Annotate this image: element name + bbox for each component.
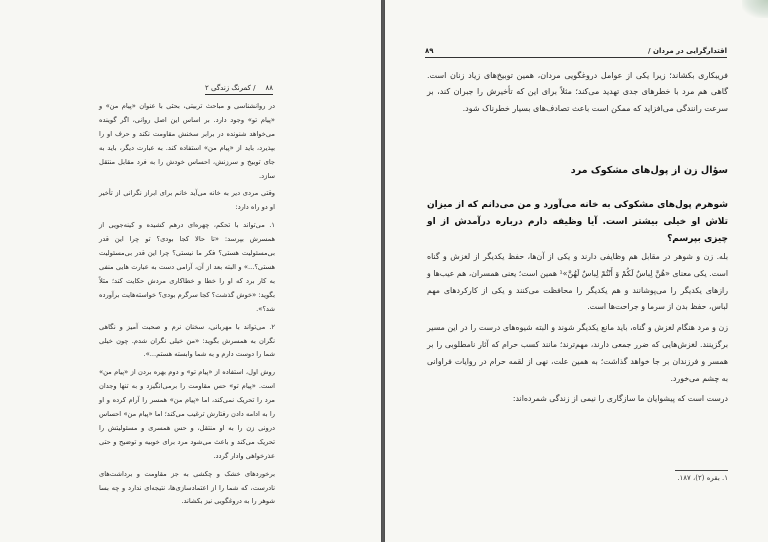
answer-body (427, 249, 728, 412)
footnote: ۱. بقره (۲)، ۱۸۷. (677, 474, 728, 482)
paragraph: وقتی مردی دیر به خانه می‌آید خانم برای ابراز نگرانی از تأخیر او دو راه دارد: (99, 189, 275, 212)
page-curl-decoration (742, 0, 768, 18)
paragraph: برخوردهای خشک و چکشی به جز مقاومت و برداشت‌های نادرست، که شما را از اعتمادسازی‌ها، نتیجه‌ای ندارد و چه بسا شوهر را به دروغگویی نیز بکشاند. (99, 469, 275, 506)
right-top-paragraph: فریبکاری بکشاند؛ زیرا یکی از عوامل دروغگویی مردان، همین توبیخ‌های زیاد زنان است. گاهی هم مرد با خطرهای جدی تهدید می‌کند؛ مثلاً برای این که تأخیرش را جبران کند، بر سرعت رانندگی می‌افزاید که ممکن است باعث تصادف‌های بسیار خطرناک شود. (427, 71, 728, 113)
paragraph: در روانشناسی و مباحث تربیتی، بحثی با عنوان «پیام من» و «پیام تو» وجود دارد. بر اساس این اصل روانی، اگر گوینده می‌خواهد شنونده در برابر سخنش مقاومت نکند و حرف او را بپذیرد، باید از «پیام من» استفاده کند. به عبارت دیگر، باید به جای توبیخ و سرزنش، احساس خودش را به فرد مقابل منتقل سازد. (99, 102, 275, 180)
left-page-header (205, 84, 273, 95)
right-page-number: ۸۹ (425, 47, 434, 55)
paragraph: ۱. می‌تواند با تحکم، چهره‌ای درهم کشیده و کینه‌جویی از همسرش بپرسد: «تا حالا کجا بودی؟ تو چرا این قدر بی‌مسئولیت هستی؟ فکر ما نیستی؟ چرا این قدر بی‌مسئولیت هستی؟...» و البته بعد از آن، آرامی دست به عبارت هایی منفی به کار برد که او را خطا و خطاکاری مردش حکایت کند؛ مثلاً بگوید: «خوش گذشت؟ کجا سرگرم بودی؟ خواسته‌هایت برآورده شد؟». (99, 221, 275, 313)
section-heading: سؤال زن از پول‌های مشکوک مرد (570, 165, 728, 176)
paragraph: روش اول، استفاده از «پیام تو» و دوم بهره بردن از «پیام من» است. «پیام تو» حس مقاومت را برمی‌انگیزد و به تنها وجدان مرد را تحریک نمی‌کند، اما «پیام من» همسر را آرام کرده و او را به ادامه دادن رفتارش ترغیب می‌کند؛ اما «پیام من» احساس درونی زن را به او منتقل، و حس همسری و مسئولیتش را تحریک می‌کند و باعث می‌شود مرد برای خوبیه و توضیح و حتی عذرخواهی وادار گردد. (99, 368, 275, 460)
footnote-divider (675, 470, 728, 471)
right-page-header (425, 47, 727, 58)
paragraph: ۲. می‌تواند با مهربانی، سخنان نرم و صحبت آمیز و نگاهی نگران به همسرش بگوید: «من خیلی نگران شدم. چون خیلی شما را دوست دارم و به شما وابسته هستم...». (99, 322, 275, 359)
right-page-running-title: اقتدارگرایی در مردان / (648, 47, 727, 55)
question-text: شوهرم پول‌های مشکوکی به خانه می‌آورد و من می‌دانم که از میزان تلاش او خیلی بیشتر است. آیا وظیفه دارم درباره درآمدش از او چیزی بپرسم؟ (427, 200, 728, 244)
left-page-number: ۸۸ (265, 84, 273, 92)
left-page-running-title: / کمرنگ زندگی ۲ (205, 84, 256, 92)
left-page-body (99, 100, 275, 513)
paragraph: بله. زن و شوهر در مقابل هم وظایفی دارند و یکی از آن‌ها، حفظ یکدیگر از لغزش و گناه است. یکی معنای «هُنَّ لِباسٌ لَكُمْ وَ أَنْتُمْ لِباسٌ لَهُنَّ»¹ همین است؛ یعنی همسران، هم عیب‌ها و رازهای یکدیگر را می‌پوشانند و هم یکدیگر را محافظت می‌کنند و یکی از کارکردهای مهم لباس، حفظ بدن از سرما و جراحت‌ها است. (427, 252, 728, 312)
paragraph: درست است که پیشوایان ما سازگاری را نیمی از زندگی شمرده‌اند: (512, 394, 728, 404)
right-page (385, 0, 768, 542)
paragraph: زن و مرد هنگام لغزش و گناه، باید مانع یکدیگر شوند و البته شیوه‌های درست را در این مسیر برگزینند. لغزش‌هایی که ضرر جمعی دارند، مهم‌ترند؛ مانند کسب حرام که آثار نامطلوبی را بر همسر و فرزندان بر جا خواهد گذاشت؛ به همین علت، نهی از لقمه حرام در روایات فراوانی به چشم می‌خورد. (427, 323, 728, 383)
left-page (0, 0, 381, 542)
